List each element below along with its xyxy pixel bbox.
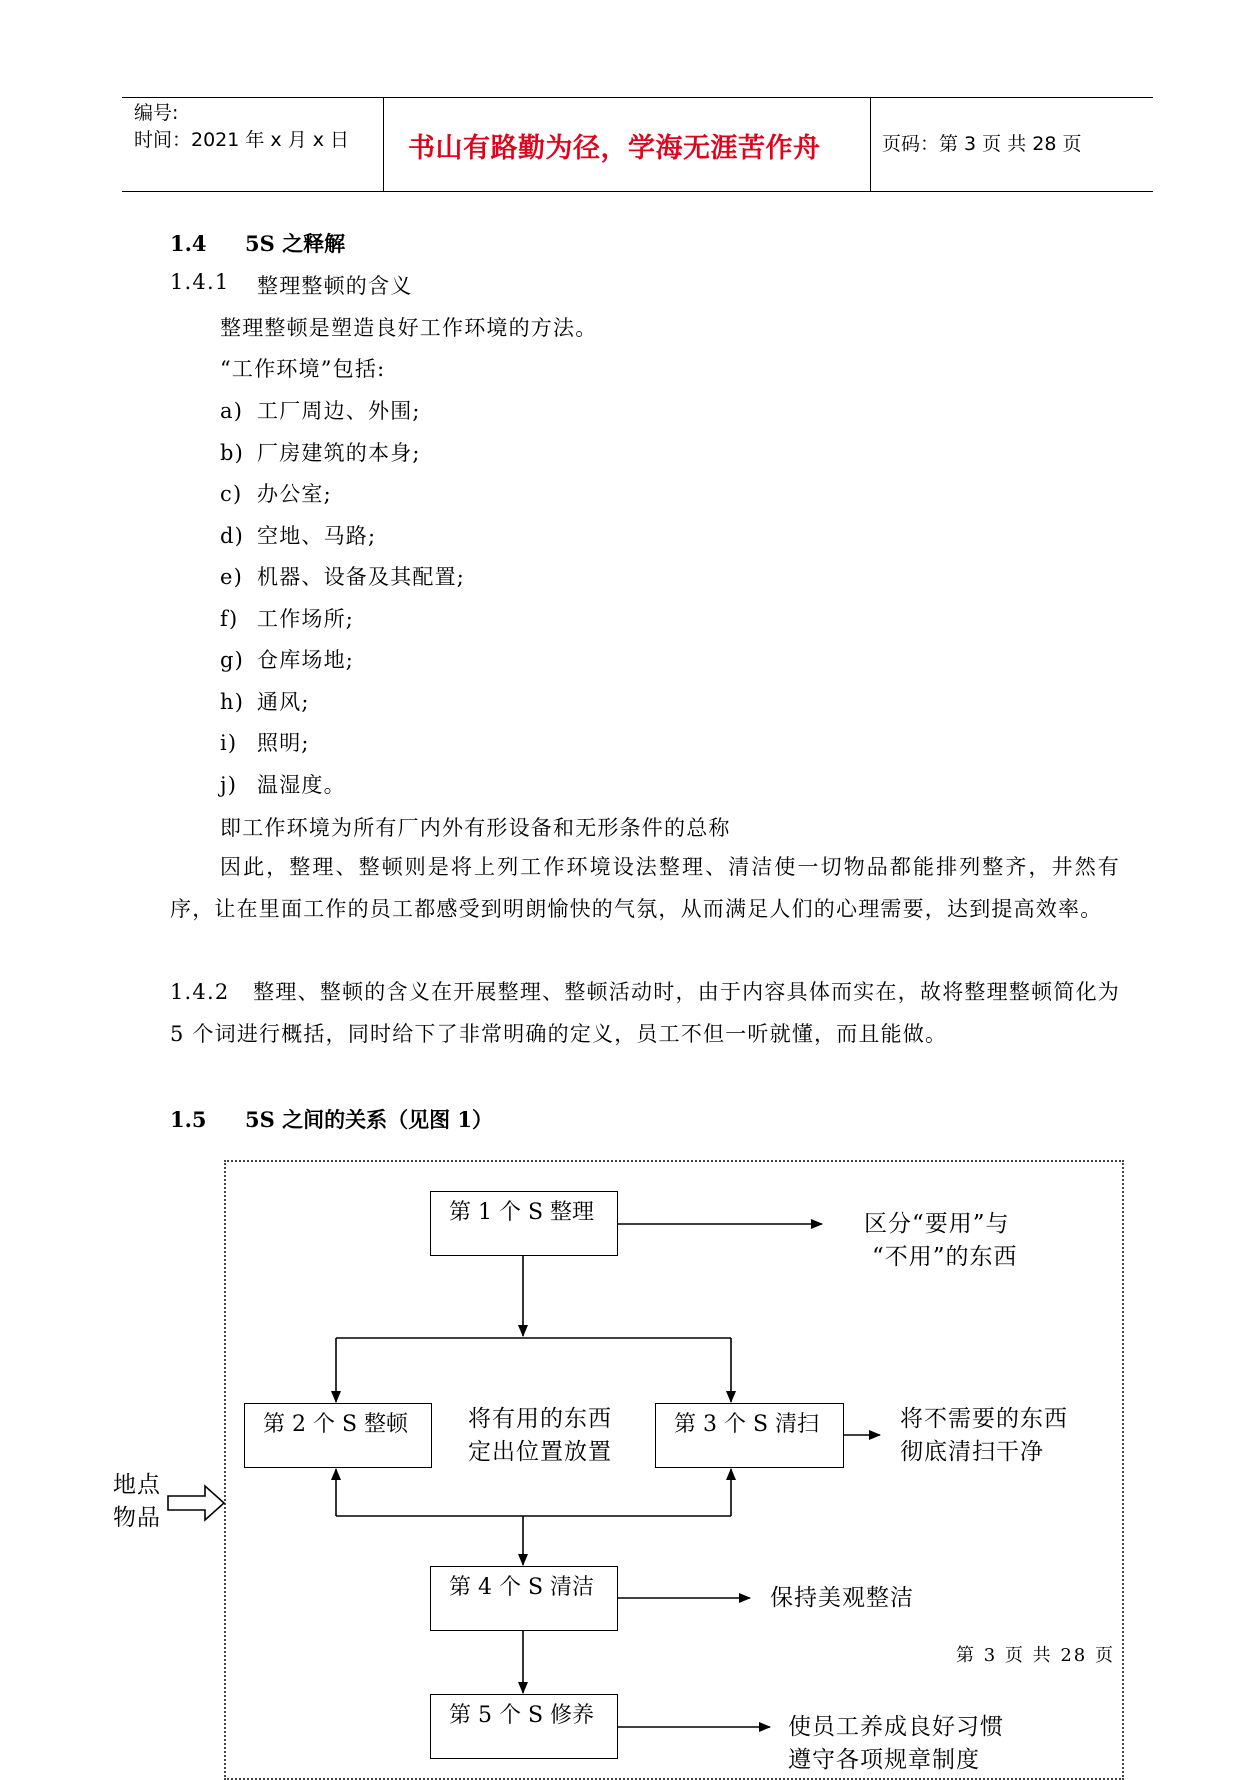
list-item-marker: c): [220, 482, 243, 506]
paragraph-2-text: 整理、整顿的含义在开展整理、整顿活动时，由于内容具体而实在，故将整理整顿简化为 5 个词进行概括，同时给下了非常明确的定义，员工不但一听就懂，而且能做。: [170, 980, 1120, 1046]
section-number: 1.4: [170, 231, 207, 256]
diagram-box-s5: 第 5 个 S 修养: [430, 1694, 618, 1759]
subsection-title-1-4-1: 整理整顿的含义: [257, 274, 413, 298]
input-label-place: 地点: [113, 1472, 161, 1498]
list-item-text: 仓库场地;: [257, 648, 355, 672]
section-title: 5S 之间的关系（见图 1）: [245, 1107, 494, 1132]
doc-number-label: 编号:: [134, 102, 179, 124]
doc-date: 时间：2021 年 x 月 x 日: [134, 129, 350, 151]
list-item-marker: f): [220, 607, 239, 631]
list-item-text: 办公室;: [257, 482, 332, 506]
list-item-marker: d): [220, 524, 245, 548]
s1-desc-line-2: “不用”的东西: [872, 1244, 1018, 1270]
diagram-box-s1: 第 1 个 S 整理: [430, 1191, 618, 1256]
list-item-marker: j): [220, 773, 238, 797]
list-item-text: 工作场所;: [257, 607, 355, 631]
page-footer: 第 3 页 共 28 页: [956, 1645, 1115, 1666]
list-item-text: 照明;: [257, 731, 310, 755]
paragraph-2-number: 1.4.2: [170, 980, 230, 1004]
s4-desc: 保持美观整洁: [770, 1585, 914, 1611]
header-page-info: 页码：第 3 页 共 28 页: [882, 133, 1082, 155]
header-motto: 书山有路勤为径，学海无涯苦作舟: [408, 133, 821, 164]
list-item-text: 空地、马路;: [257, 524, 377, 548]
diagram-box-s4: 第 4 个 S 清洁: [430, 1566, 618, 1631]
list-item-marker: g): [220, 648, 245, 672]
list-item-marker: e): [220, 565, 244, 589]
subsection-number-1-4-1: 1.4.1: [170, 270, 230, 294]
diagram-box-s3: 第 3 个 S 清扫: [655, 1403, 844, 1468]
list-item-marker: a): [220, 399, 244, 423]
s3-desc-line-2: 彻底清扫干净: [900, 1439, 1044, 1465]
list-item-marker: b): [220, 441, 245, 465]
s1-desc-line-1: 区分“要用”与: [864, 1211, 1010, 1237]
list-item-text: 温湿度。: [257, 773, 346, 797]
s3-desc-line-1: 将不需要的东西: [900, 1406, 1068, 1432]
list-item-marker: h): [220, 690, 245, 714]
input-arrow-icon: [168, 1486, 224, 1520]
section-number: 1.5: [170, 1107, 207, 1132]
list-item-text: 工厂周边、外围;: [257, 399, 421, 423]
definition-text: 整理整顿是塑造良好工作环境的方法。: [220, 316, 598, 340]
list-item-text: 厂房建筑的本身;: [257, 441, 421, 465]
list-item-text: 机器、设备及其配置;: [257, 565, 466, 589]
includes-text: “工作环境”包括:: [220, 357, 386, 381]
list-item-marker: i): [220, 731, 238, 755]
list-item-text: 通风;: [257, 690, 310, 714]
input-label-items: 物品: [113, 1505, 161, 1531]
paragraph-1: 因此，整理、整顿则是将上列工作环境设法整理、清洁使一切物品都能排列整齐，井然有序，让在里面工作的员工都感受到明朗愉快的气氛，从而满足人们的心理需要，达到提高效率。: [170, 855, 1120, 921]
diagram-box-s2: 第 2 个 S 整顿: [244, 1403, 432, 1468]
s5-desc-line-2: 遵守各项规章制度: [788, 1747, 980, 1773]
summary-text: 即工作环境为所有厂内外有形设备和无形条件的总称: [220, 816, 731, 840]
s2-desc-line-1: 将有用的东西: [468, 1406, 612, 1432]
section-title: 5S 之释解: [245, 231, 346, 256]
s5-desc-line-1: 使员工养成良好习惯: [788, 1714, 1004, 1740]
s2-desc-line-2: 定出位置放置: [468, 1439, 612, 1465]
